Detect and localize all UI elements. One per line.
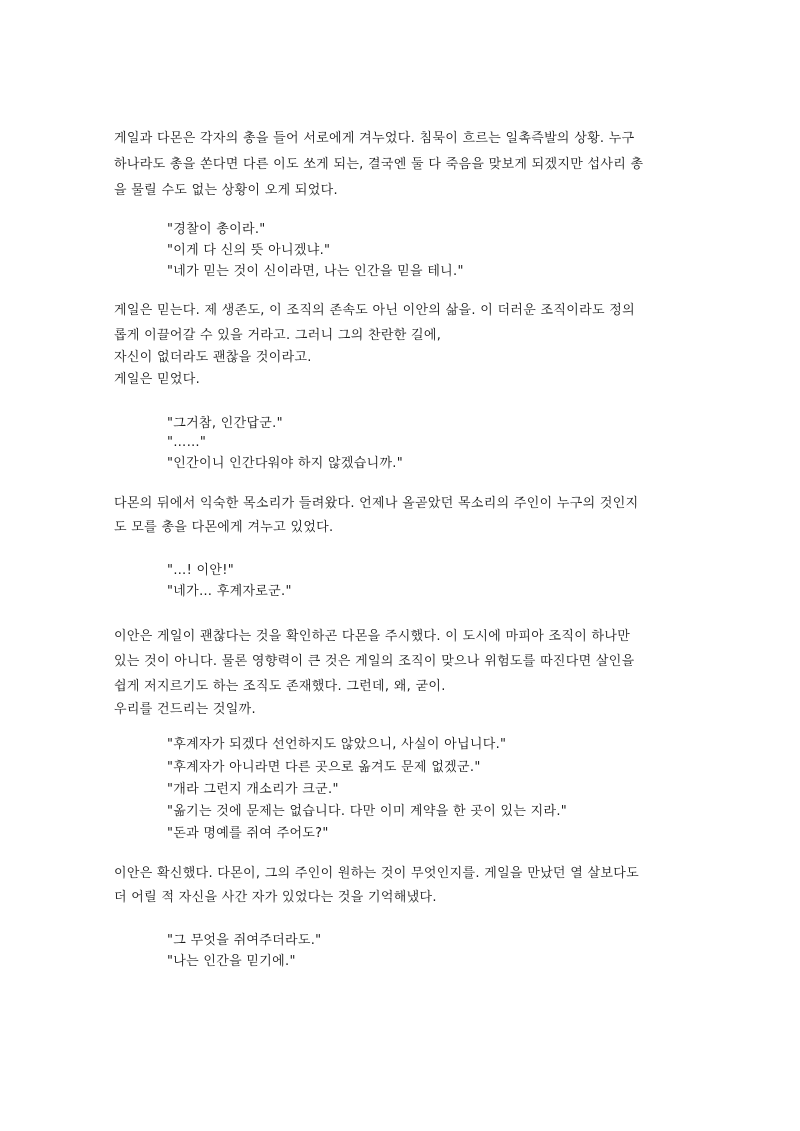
dialogue-line: "…! 이안!" xyxy=(167,563,235,578)
dialogue-line: "후계자가 되겠다 선언하지도 않았으니, 사실이 아닙니다." xyxy=(167,737,507,752)
text-line: 우리를 건드리는 것일까. xyxy=(114,702,256,717)
text-line: 을 물릴 수도 없는 상황이 오게 되었다. xyxy=(114,183,338,198)
text-line: 하나라도 총을 쏜다면 다른 이도 쏘게 되는, 결국엔 둘 다 죽음을 맞보게 되겠지만 섭사리 총 xyxy=(114,157,644,172)
dialogue-line: "개라 그런지 개소리가 크군." xyxy=(167,782,339,797)
dialogue-line: "그거참, 인간답군." xyxy=(167,416,283,431)
text-line: 게일과 다몬은 각자의 총을 들어 서로에게 겨누었다. 침묵이 흐르는 일촉즉발의 상황. 누구 xyxy=(114,131,635,146)
text-line: 게일은 믿는다. 제 생존도, 이 조직의 존속도 아닌 이안의 삶을. 이 더러운 조직이라도 정의 xyxy=(114,303,635,318)
text-line: 자신이 없더라도 괜찮을 것이라고. xyxy=(114,350,312,365)
text-line: 있는 것이 아니다. 물론 영향력이 큰 것은 게일의 조직이 맞으나 위험도를 따진다면 살인을 xyxy=(114,654,635,669)
text-line: 롭게 이끌어갈 수 있을 거라고. 그러니 그의 찬란한 길에, xyxy=(114,328,442,343)
text-line: 이안은 확신했다. 다몬이, 그의 주인이 원하는 것이 무엇인지를. 게일을 만났던 열 살보다도 xyxy=(114,866,639,881)
dialogue-line: "나는 인간을 믿기에." xyxy=(167,954,296,969)
text-line: 이안은 게일이 괜찮다는 것을 확인하곤 다몬을 주시했다. 이 도시에 마피아 조직이 하나만 xyxy=(114,629,631,644)
dialogue-line: "돈과 명예를 쥐여 주어도?" xyxy=(167,826,329,841)
dialogue-line: "이게 다 신의 뜻 아니겠냐." xyxy=(167,243,331,258)
dialogue-line: "옮기는 것에 문제는 없습니다. 다만 이미 계약을 한 곳이 있는 지라." xyxy=(167,804,568,819)
text-line: 쉽게 저지르기도 하는 조직도 존재했다. 그런데, 왜, 굳이. xyxy=(114,679,446,694)
dialogue-line: "그 무엇을 쥐여주더라도." xyxy=(167,933,322,948)
text-line: 도 모를 총을 다몬에게 겨누고 있었다. xyxy=(114,520,334,535)
dialogue-line: "네가 믿는 것이 신이라면, 나는 인간을 믿을 테니." xyxy=(167,264,464,279)
dialogue-line: "경찰이 총이라." xyxy=(167,222,266,237)
dialogue-line: "네가… 후계자로군." xyxy=(167,584,292,599)
dialogue-line: "……" xyxy=(167,435,207,450)
dialogue-line: "인간이니 인간다워야 하지 않겠습니까." xyxy=(167,456,404,471)
dialogue-line: "후계자가 아니라면 다른 곳으로 옮겨도 문제 없겠군." xyxy=(167,760,481,775)
text-line: 게일은 믿었다. xyxy=(114,372,201,387)
text-line: 더 어릴 적 자신을 사간 자가 있었다는 것을 기억해냈다. xyxy=(114,890,437,905)
text-line: 다몬의 뒤에서 익숙한 목소리가 들려왔다. 언제나 올곧았던 목소리의 주인이 누구의 것인지 xyxy=(114,496,639,511)
